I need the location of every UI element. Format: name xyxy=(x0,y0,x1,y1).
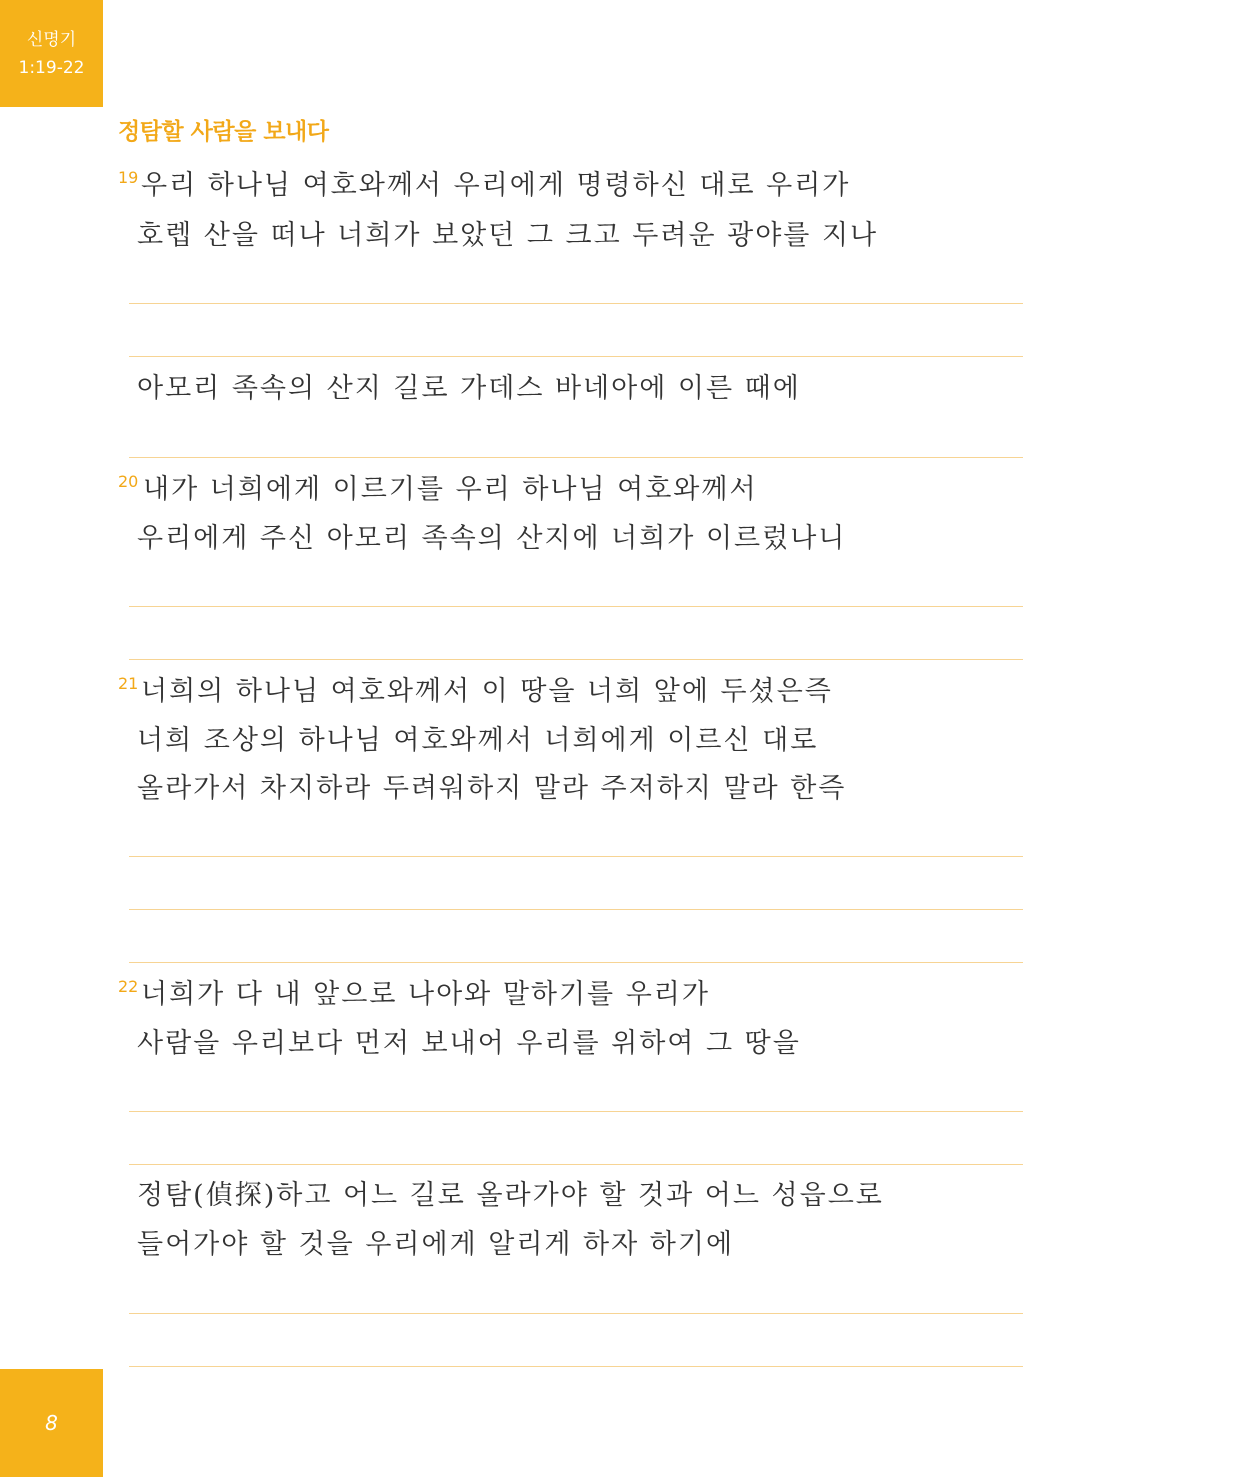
verse-line: 너희가 다 내 앞으로 나아와 말하기를 우리가 xyxy=(141,979,710,1010)
verse-line: 사람을 우리보다 먼저 보내어 우리를 위하여 그 땅을 xyxy=(137,1028,801,1059)
writing-rule xyxy=(129,1111,1023,1112)
writing-rule xyxy=(129,962,1023,963)
writing-rule xyxy=(129,303,1023,304)
writing-rule xyxy=(129,659,1023,660)
writing-rule xyxy=(129,909,1023,910)
verse-line: 호렙 산을 떠나 너희가 보았던 그 크고 두려운 광야를 지나 xyxy=(137,220,879,251)
writing-rule xyxy=(129,856,1023,857)
verse-number: 22 xyxy=(118,977,139,996)
verse-number: 19 xyxy=(118,168,139,187)
verse-line: 우리 하나님 여호와께서 우리에게 명령하신 대로 우리가 xyxy=(141,170,851,201)
verse-line: 정탐(偵探)하고 어느 길로 올라가야 할 것과 어느 성읍으로 xyxy=(137,1180,884,1211)
writing-rule xyxy=(129,356,1023,357)
writing-rule xyxy=(129,1164,1023,1165)
writing-rule xyxy=(129,606,1023,607)
writing-rule xyxy=(129,457,1023,458)
verse-line: 올라가서 차지하라 두려워하지 말라 주저하지 말라 한즉 xyxy=(137,773,847,804)
verse-line: 내가 너희에게 이르기를 우리 하나님 여호와께서 xyxy=(143,474,758,505)
page-number: 8 xyxy=(0,1369,103,1477)
verse-line: 너희 조상의 하나님 여호와께서 너희에게 이르신 대로 xyxy=(137,725,819,756)
verse-line: 우리에게 주신 아모리 족속의 산지에 너희가 이르렀나니 xyxy=(137,523,847,554)
book-name: 신명기 xyxy=(26,30,77,50)
writing-rule xyxy=(129,1366,1023,1367)
chapter-tab xyxy=(0,0,103,107)
verse-number: 21 xyxy=(118,674,139,693)
verse-line: 아모리 족속의 산지 길로 가데스 바네아에 이른 때에 xyxy=(137,373,801,404)
verse-range: 1:19-22 xyxy=(18,58,85,78)
verse-line: 들어가야 할 것을 우리에게 알리게 하자 하기에 xyxy=(137,1229,735,1260)
verse-number: 20 xyxy=(118,472,139,491)
section-title: 정탐할 사람을 보내다 xyxy=(118,119,329,145)
verse-line: 너희의 하나님 여호와께서 이 땅을 너희 앞에 두셨은즉 xyxy=(141,676,833,707)
writing-rule xyxy=(129,1313,1023,1314)
